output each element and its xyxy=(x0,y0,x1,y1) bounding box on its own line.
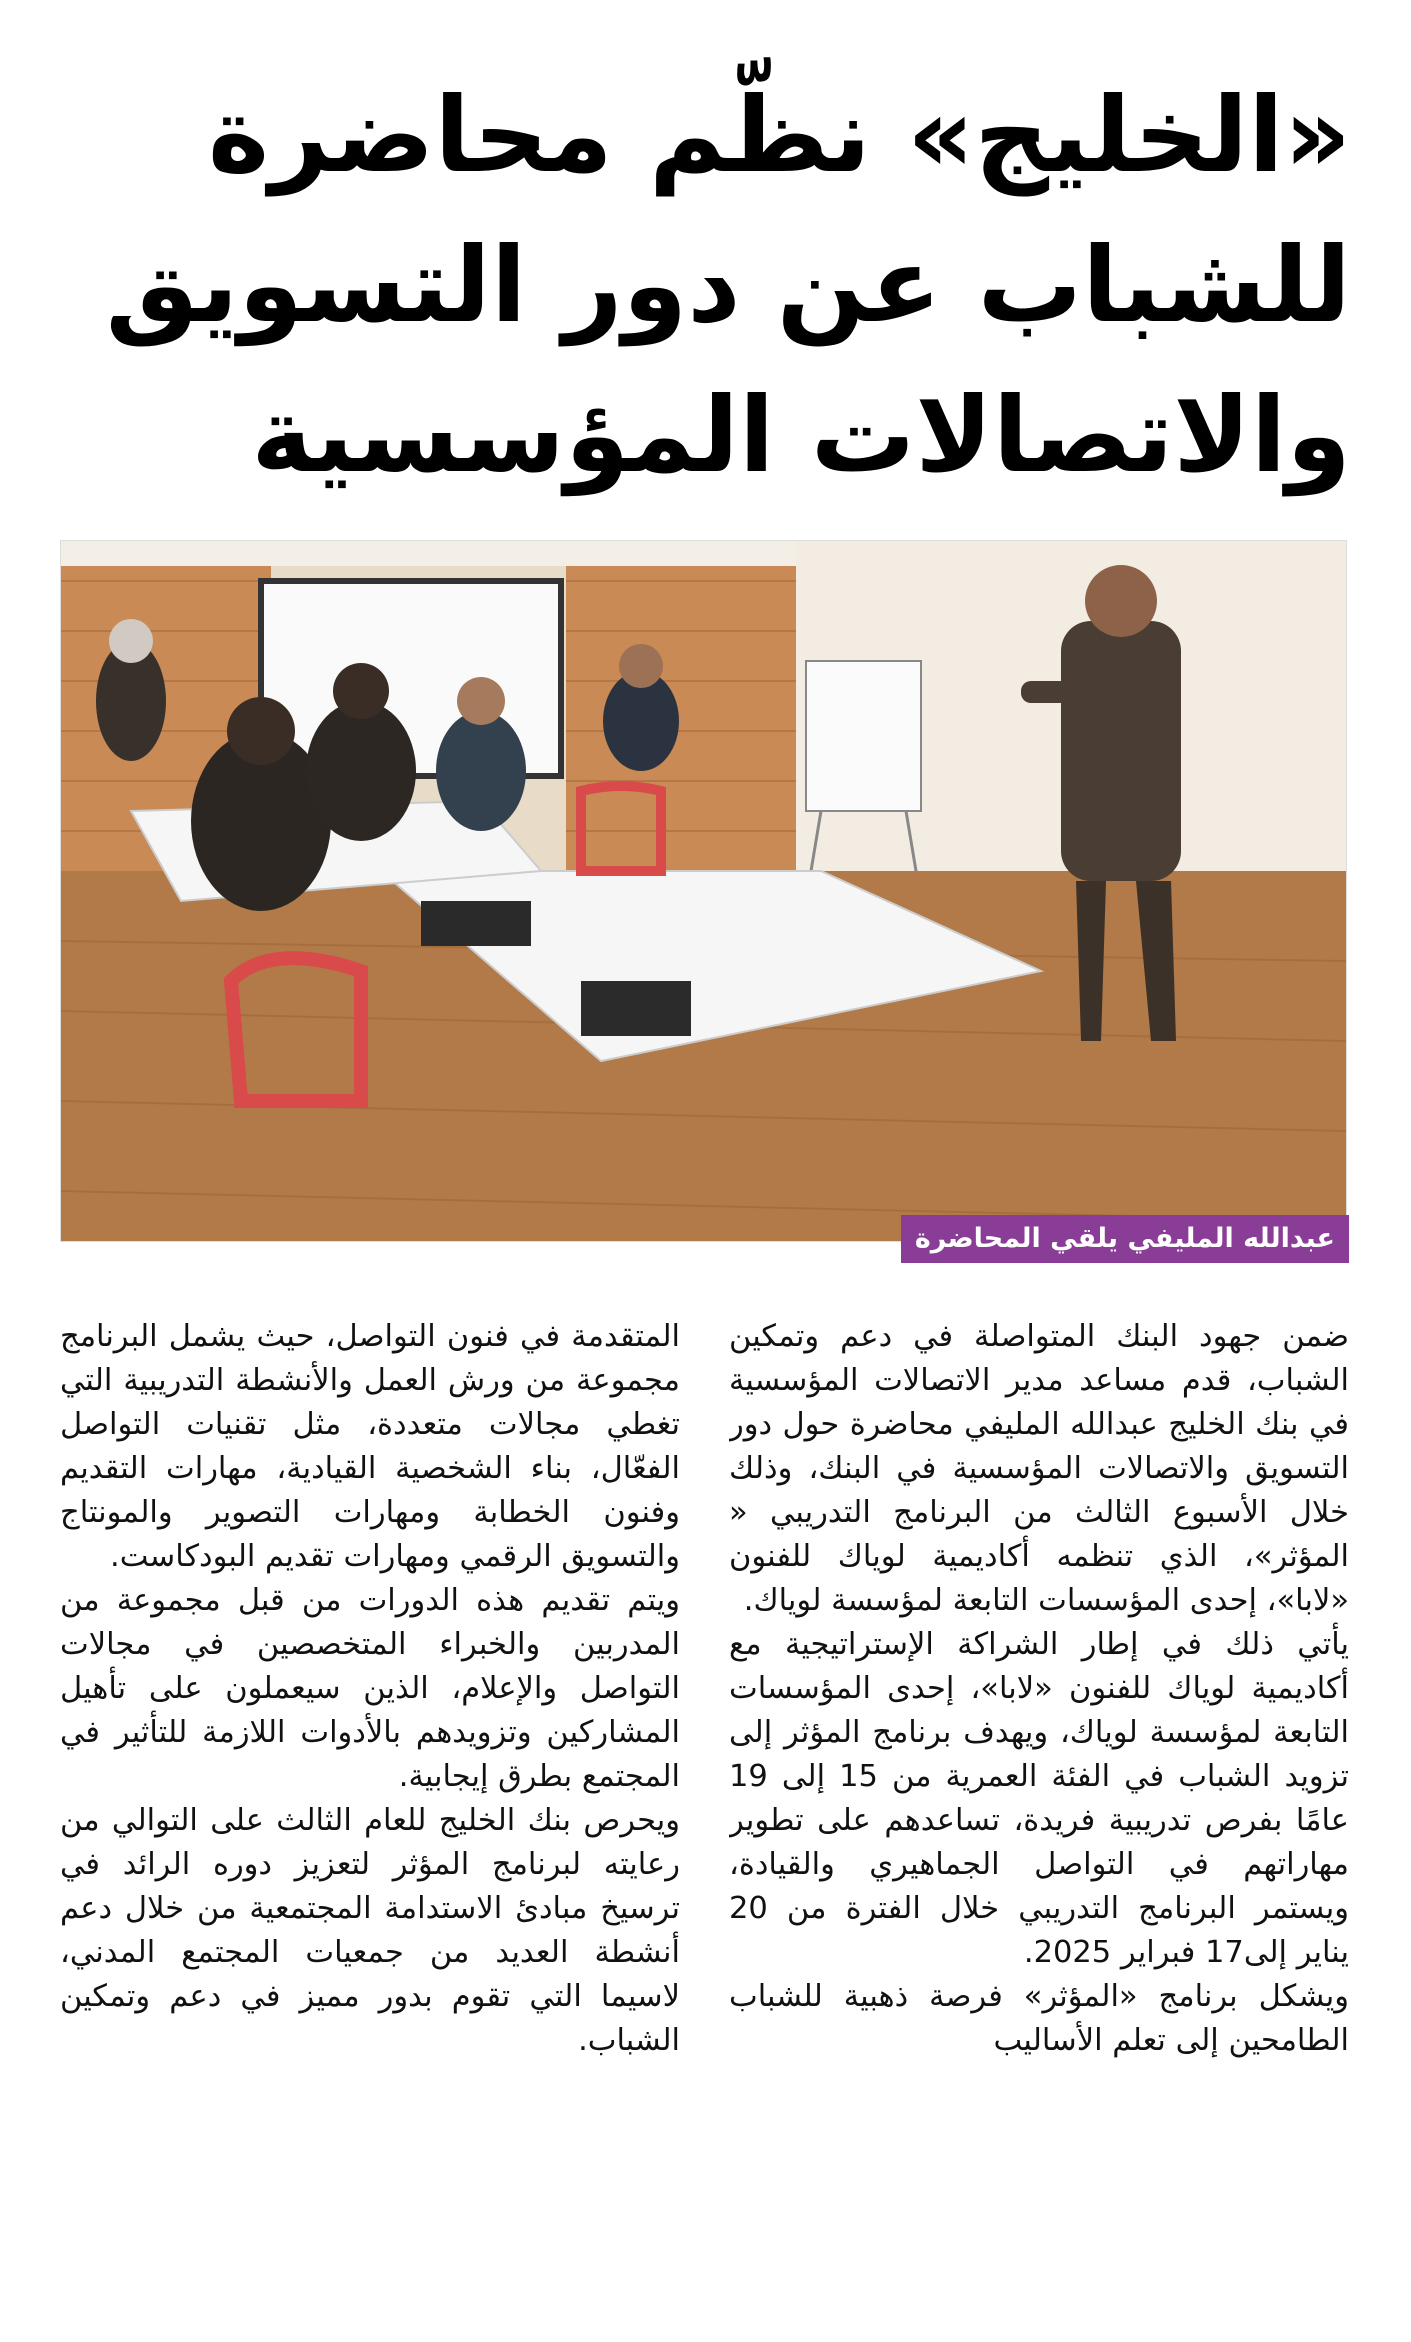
article-column-left xyxy=(60,1315,680,2315)
paragraph: ويحرص بنك الخليج للعام الثالث على التوالي من رعايته لبرنامج المؤثر لتعزيز دوره الرائد في ترسيخ مبادئ الاستدامة المجتمعية من خلال دعم أنشطة العديد من جمعيات المجتمع المدني، لاسيما التي تقوم بدور مميز في دعم وتمكين الشباب. xyxy=(60,1803,680,2058)
headline: «الخليج» نظّم محاضرة للشباب عن دور التسويق والاتصالات المؤسسية xyxy=(105,74,1351,496)
article-column-right xyxy=(729,1315,1349,2315)
paragraph: المتقدمة في فنون التواصل، حيث يشمل البرنامج مجموعة من ورش العمل والأنشطة التدريبية التي تغطي مجالات متعددة، مثل تقنيات التواصل الفعّال، بناء الشخصية القيادية، مهارات التقديم وفنون الخطابة ومهارات التصوير والمونتاج والتسويق الرقمي ومهارات تقديم البودكاست. xyxy=(60,1319,680,1574)
paragraph: ويشكل برنامج «المؤثر» فرصة ذهبية للشباب الطامحين إلى تعلم الأساليب xyxy=(729,1979,1349,2058)
lecture-photo xyxy=(60,540,1347,1242)
paragraph: ضمن جهود البنك المتواصلة في دعم وتمكين الشباب، قدم مساعد مدير الاتصالات المؤسسية في بنك الخليج عبدالله المليفي محاضرة حول دور التسويق والاتصالات المؤسسية في البنك، وذلك خلال الأسبوع الثالث من البرنامج التدريبي « المؤثر»، الذي تنظمه أكاديمية لوياك للفنون «لابا»، إحدى المؤسسات التابعة لمؤسسة لوياك. xyxy=(729,1319,1349,1618)
paragraph: ويتم تقديم هذه الدورات من قبل مجموعة من المدربين والخبراء المتخصصين في مجالات التواصل والإعلام، الذين سيعملون على تأهيل المشاركين وتزويدهم بالأدوات اللازمة للتأثير في المجتمع بطرق إيجابية. xyxy=(60,1583,680,1794)
photo-caption: عبدالله المليفي يلقي المحاضرة xyxy=(901,1215,1349,1263)
paragraph: يأتي ذلك في إطار الشراكة الإستراتيجية مع أكاديمية لوياك للفنون «لابا»، إحدى المؤسسات التابعة لمؤسسة لوياك، ويهدف برنامج المؤثر إلى تزويد الشباب في الفئة العمرية من 15 إلى 19 عامًا بفرص تدريبية فريدة، تساعدهم على تطوير مهاراتهم في التواصل الجماهيري والقيادة، ويستمر البرنامج التدريبي خلال الفترة من 20 يناير إلى17 فبراير 2025. xyxy=(729,1627,1349,1970)
